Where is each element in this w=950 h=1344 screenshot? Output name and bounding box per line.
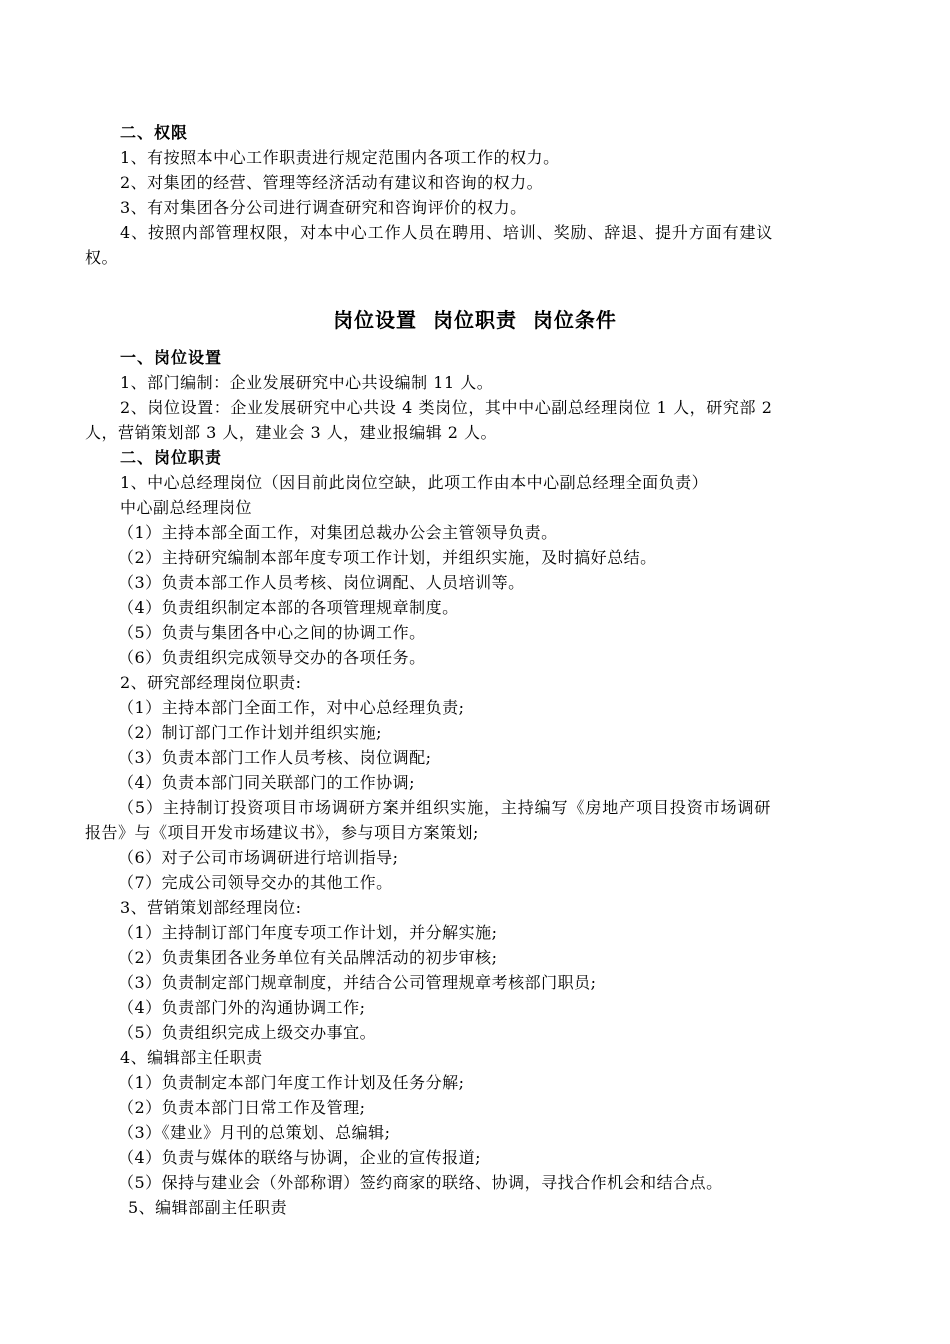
duties-line: （2）制订部门工作计划并组织实施; [118,723,383,742]
duties-line: （3）负责本部门工作人员考核、岗位调配; [118,748,432,767]
duties-line: 3、营销策划部经理岗位: [120,898,302,917]
duties-line: （3）负责本部工作人员考核、岗位调配、人员培训等。 [118,573,525,592]
section-heading-duties: 二、岗位职责 [120,448,223,467]
duties-line: （2）负责集团各业务单位有关品牌活动的初步审核; [118,948,498,967]
duties-line: （7）完成公司领导交办的其他工作。 [118,873,393,892]
authority-item-4: 4、按照内部管理权限，对本中心工作人员在聘用、培训、奖励、辞退、提升方面有建议 [120,223,774,242]
section-heading-authority: 二、权限 [120,123,189,142]
positions-item-2-cont: 人，营销策划部 3 人，建业会 3 人，建业报编辑 2 人。 [85,423,498,442]
duties-line: （2）负责本部门日常工作及管理; [118,1098,366,1117]
positions-item-1: 1、部门编制：企业发展研究中心共设编制 11 人。 [120,373,494,392]
duties-line: 1、中心总经理岗位（因目前此岗位空缺，此项工作由本中心副总经理全面负责） [120,473,709,492]
authority-item-4-cont: 权。 [85,248,119,267]
duties-line: （1）主持本部全面工作，对集团总裁办公会主管领导负责。 [118,523,558,542]
authority-item-3: 3、有对集团各分公司进行调查研究和咨询评价的权力。 [120,198,527,217]
duties-line: （4）负责本部门同关联部门的工作协调; [118,773,416,792]
duties-line: （1）主持本部门全面工作，对中心总经理负责; [118,698,465,717]
authority-item-2: 2、对集团的经营、管理等经济活动有建议和咨询的权力。 [120,173,544,192]
duties-line: （1）负责制定本部门年度工作计划及任务分解; [118,1073,465,1092]
duties-line: （6）对子公司市场调研进行培训指导; [118,848,399,867]
duties-line: （5）保持与建业会（外部称谓）签约商家的联络、协调，寻找合作机会和结合点。 [118,1173,723,1192]
duties-line: （3）负责制定部门规章制度，并结合公司管理规章考核部门职员; [118,973,597,992]
duties-line: 中心副总经理岗位 [120,498,253,517]
positions-item-2: 2、岗位设置：企业发展研究中心共设 4 类岗位，其中中心副总经理岗位 1 人，研究部 2 [120,398,773,417]
duties-line: （3）《建业》月刊的总策划、总编辑; [118,1123,391,1142]
duties-line: 4、编辑部主任职责 [120,1048,263,1067]
duties-line: 报告》与《项目开发市场建议书》，参与项目方案策划; [85,823,479,842]
duties-line: （5）主持制订投资项目市场调研方案并组织实施，主持编写《房地产项目投资市场调研 [118,798,772,817]
section-heading-positions: 一、岗位设置 [120,348,223,367]
duties-line: （4）负责与媒体的联络与协调，企业的宣传报道; [118,1148,482,1167]
duties-line: （1）主持制订部门年度专项工作计划，并分解实施; [118,923,498,942]
main-title: 岗位设置 岗位职责 岗位条件 [333,308,617,332]
duties-line: 5、编辑部副主任职责 [128,1198,288,1217]
duties-line: （5）负责与集团各中心之间的协调工作。 [118,623,426,642]
duties-line: （4）负责组织制定本部的各项管理规章制度。 [118,598,459,617]
duties-line: （5）负责组织完成上级交办事宜。 [118,1023,377,1042]
authority-item-1: 1、有按照本中心工作职责进行规定范围内各项工作的权力。 [120,148,560,167]
duties-line: （6）负责组织完成领导交办的各项任务。 [118,648,426,667]
duties-line: （2）主持研究编制本部年度专项工作计划，并组织实施，及时搞好总结。 [118,548,657,567]
duties-line: 2、研究部经理岗位职责: [120,673,302,692]
duties-line: （4）负责部门外的沟通协调工作; [118,998,366,1017]
